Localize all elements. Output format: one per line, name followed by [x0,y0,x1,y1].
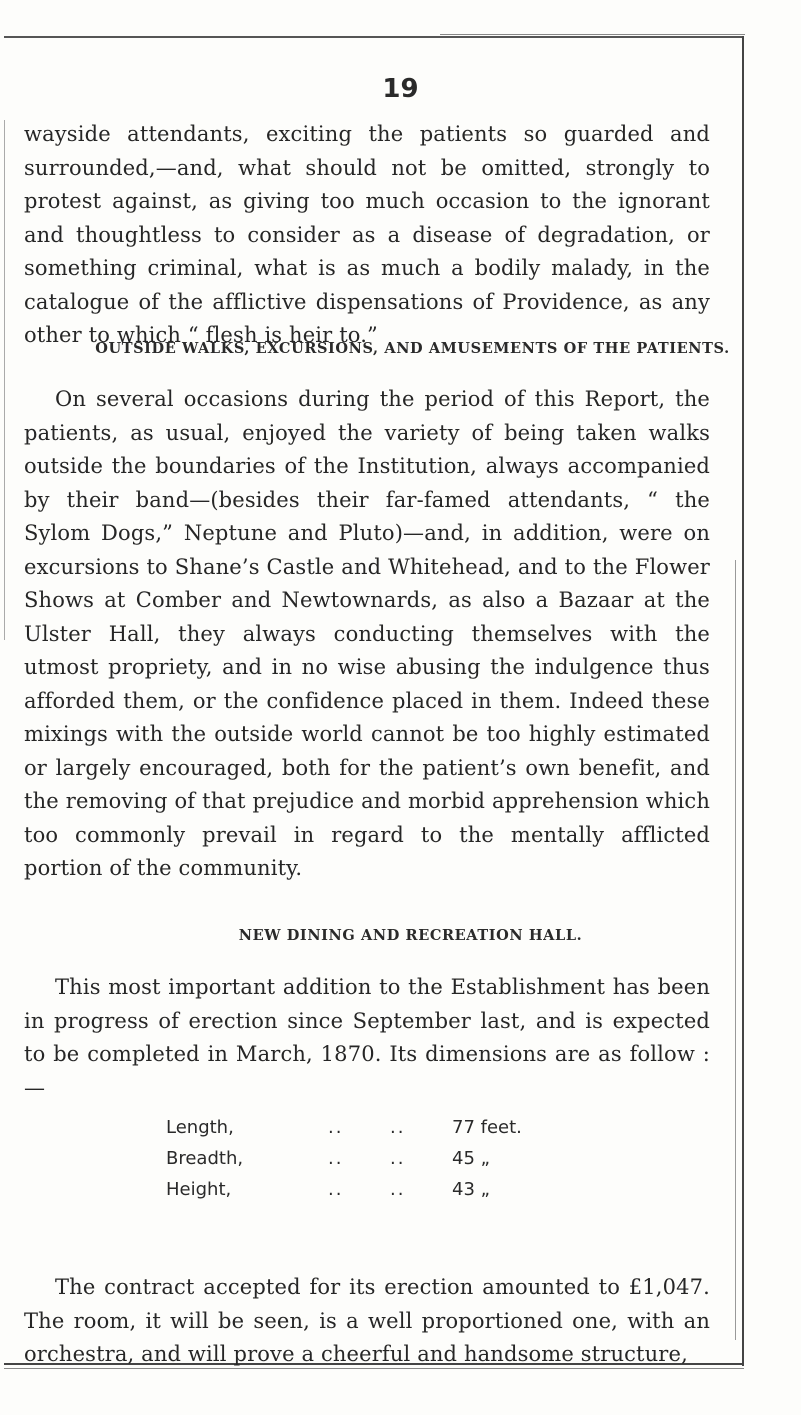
paragraph-contract [24,1271,710,1372]
dimension-row [166,1174,586,1205]
page-number: 19 [382,74,419,104]
dimension-label: Height, [166,1179,232,1200]
dimensions-table [166,1112,586,1205]
paragraph-outside-walks [24,383,710,886]
dimension-row [166,1143,586,1174]
section-heading-dining-hall: NEW DINING AND RECREATION HALL. [238,927,583,944]
left-border-line [4,120,5,640]
dimension-label: Length, [166,1117,234,1138]
paragraph-text: On several occasions during the period of this Report, the patients, as usual, enjoyed the variety of being taken walks outside the boundaries of the Institution, always accompanied by their band—(besides their far-famed attendants, “ the Sylom Dogs,” Neptune and Pluto)—and, in addition, were on excursions to Shane’s Castle and Whitehead, and to the Flower Shows at Comber and Newtownards, as also a Bazaar at the Ulster Hall, they always conducting themselves with the utmost propriety, and in no wise abusing the indulgence thus afforded them, or the confidence placed in them. Indeed these mixings with the outside world cannot be too highly estimated or largely encouraged, both for the patient’s own benefit, and the removing of that prejudice and morbid apprehension which too commonly prevail in regard to the mentally afflicted portion of the community. [24,387,710,880]
paragraph-continuation [24,118,710,353]
paragraph-text: This most important addition to the Establishment has been in progress of erection since September last, and is expected to be completed in March, 1870. Its dimensions are as follow :— [24,975,710,1100]
top-border-line [4,36,744,38]
paragraph-text: The contract accepted for its erection amounted to £1,047. The room, it will be seen, is a well proportioned one, with an orchestra, and will prove a cheerful and handsome structure, [24,1275,710,1366]
dimension-value: 77 feet. [452,1117,522,1138]
leader-dots: .. [390,1117,406,1138]
dimension-value: 45 „ [452,1148,490,1169]
right-border-line [742,36,744,1366]
right-border-line-inner [735,560,736,1340]
leader-dots: .. [328,1148,344,1169]
leader-dots: .. [390,1179,406,1200]
leader-dots: .. [390,1148,406,1169]
dimension-value: 43 „ [452,1179,490,1200]
dimension-label: Breadth, [166,1148,244,1169]
leader-dots: .. [328,1179,344,1200]
top-border-line-secondary [440,34,745,35]
paragraph-dining-hall [24,971,710,1105]
dimension-row [166,1112,586,1143]
section-heading-outside-walks: OUTSIDE WALKS, EXCURSIONS, AND AMUSEMENTS OF THE PATIENTS. [95,340,730,357]
paragraph-text: wayside attendants, exciting the patients so guarded and surrounded,—and, what should not be omitted, strongly to protest against, as giving too much occasion to the ignorant and thoughtless to consider as a disease of degradation, or something criminal, what is as much a bodily malady, in the catalogue of the afflictive dispensations of Providence, as any other to which “ flesh is heir to.” [24,122,710,347]
leader-dots: .. [328,1117,344,1138]
